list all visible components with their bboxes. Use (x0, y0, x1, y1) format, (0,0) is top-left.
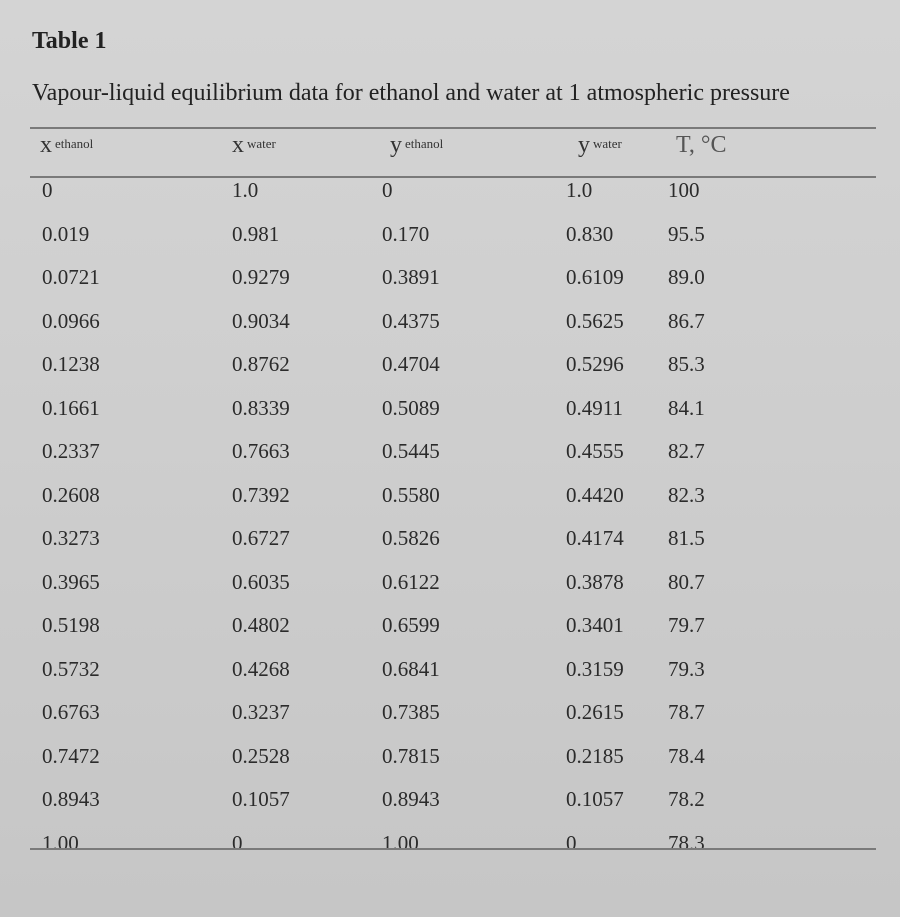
cell-temperature: 85.3 (668, 352, 705, 376)
cell-x-water: 0.3237 (232, 700, 290, 724)
cell-x-ethanol: 0.2608 (42, 482, 100, 507)
cell-x-ethanol: 0.5198 (42, 613, 100, 637)
table-row (0, 526, 900, 570)
cell-y-water: 0.2615 (566, 700, 624, 724)
cell-x-ethanol: 0.2337 (42, 439, 100, 463)
cell-x-water: 0.981 (232, 221, 280, 246)
cell-y-water: 0.3159 (566, 656, 624, 681)
table-row (0, 787, 900, 831)
cell-y-ethanol: 0 (382, 178, 393, 202)
cell-y-ethanol: 0.7385 (382, 700, 440, 724)
cell-x-ethanol: 0.0966 (42, 308, 100, 333)
cell-y-ethanol: 0.7815 (382, 743, 440, 768)
cell-temperature: 78.2 (668, 787, 705, 811)
cell-x-water: 0.1057 (232, 787, 290, 811)
cell-x-ethanol: 0.5732 (42, 656, 100, 681)
cell-x-water: 0 (232, 830, 243, 855)
cell-x-ethanol: 0.8943 (42, 787, 100, 811)
cell-x-water: 0.9034 (232, 308, 290, 333)
table-row (0, 570, 900, 614)
cell-x-water: 0.9279 (232, 265, 290, 289)
cell-temperature: 80.7 (668, 569, 705, 594)
cell-y-water: 0.4174 (566, 526, 624, 550)
cell-y-ethanol: 1.00 (382, 830, 419, 855)
cell-y-ethanol: 0.5826 (382, 526, 440, 550)
table-row (0, 265, 900, 309)
table-row (0, 309, 900, 353)
cell-x-ethanol: 1.00 (42, 830, 79, 855)
cell-temperature: 82.3 (668, 482, 705, 507)
table-row (0, 178, 900, 222)
table-row (0, 396, 900, 440)
header-temperature: T, °C (676, 132, 727, 158)
cell-x-water: 0.6727 (232, 526, 290, 550)
table-row (0, 613, 900, 657)
table-row (0, 483, 900, 527)
cell-temperature: 89.0 (668, 265, 705, 289)
cell-y-water: 0 (566, 830, 577, 855)
cell-x-ethanol: 0.3965 (42, 569, 100, 594)
table-bottom-rule (30, 848, 876, 850)
cell-y-ethanol: 0.3891 (382, 265, 440, 289)
header-x-water: x $_{water}$ (232, 132, 276, 158)
cell-x-ethanol: 0 (42, 178, 53, 202)
cell-temperature: 86.7 (668, 308, 705, 333)
cell-temperature: 78.4 (668, 743, 705, 768)
cell-temperature: 79.3 (668, 656, 705, 681)
cell-temperature: 78.3 (668, 830, 705, 855)
cell-y-water: 0.4420 (566, 482, 624, 507)
cell-x-water: 0.4802 (232, 613, 290, 637)
cell-temperature: 78.7 (668, 700, 705, 724)
cell-y-ethanol: 0.5580 (382, 482, 440, 507)
header-y-ethanol: y $_{ethanol}$ (390, 132, 444, 158)
cell-x-ethanol: 0.6763 (42, 700, 100, 724)
table-title: Table 1 (32, 28, 107, 54)
cell-x-ethanol: 0.019 (42, 221, 90, 246)
cell-y-water: 0.1057 (566, 787, 624, 811)
header-y-water: y $_{water}$ (578, 132, 622, 158)
cell-y-water: 0.830 (566, 221, 614, 246)
cell-x-ethanol: 0.7472 (42, 743, 100, 768)
cell-x-water: 0.7663 (232, 439, 290, 463)
cell-y-ethanol: 0.6122 (382, 569, 440, 594)
cell-x-water: 0.2528 (232, 743, 290, 768)
cell-y-ethanol: 0.4704 (382, 352, 440, 376)
table-row (0, 657, 900, 701)
cell-temperature: 95.5 (668, 221, 705, 246)
cell-x-ethanol: 0.0721 (42, 265, 100, 289)
cell-y-water: 0.3878 (566, 569, 624, 594)
table-row (0, 831, 900, 875)
cell-temperature: 81.5 (668, 526, 705, 550)
cell-x-water: 0.6035 (232, 569, 290, 594)
cell-temperature: 82.7 (668, 439, 705, 463)
table-caption: Vapour-liquid equilibrium data for ethanol and water at 1 atmospheric pressure (32, 80, 790, 106)
cell-x-water: 0.8339 (232, 395, 290, 420)
cell-y-water: 0.4911 (566, 395, 623, 420)
table-top-rule (30, 127, 876, 129)
cell-y-ethanol: 0.4375 (382, 308, 440, 333)
cell-y-ethanol: 0.6841 (382, 656, 440, 681)
table-row (0, 222, 900, 266)
cell-y-ethanol: 0.5445 (382, 439, 440, 463)
cell-y-ethanol: 0.170 (382, 221, 430, 246)
cell-y-water: 0.2185 (566, 743, 624, 768)
cell-x-water: 0.7392 (232, 482, 290, 507)
table-row (0, 700, 900, 744)
cell-x-water: 0.4268 (232, 656, 290, 681)
cell-temperature: 84.1 (668, 395, 705, 420)
cell-y-water: 0.6109 (566, 265, 624, 289)
table-row (0, 439, 900, 483)
table-row (0, 352, 900, 396)
cell-x-ethanol: 0.1238 (42, 352, 100, 376)
cell-temperature: 100 (668, 178, 700, 202)
header-x-ethanol: x $_{ethanol}$ (40, 132, 94, 158)
cell-temperature: 79.7 (668, 613, 705, 637)
cell-x-water: 1.0 (232, 178, 259, 202)
cell-x-water: 0.8762 (232, 352, 290, 376)
cell-y-ethanol: 0.6599 (382, 613, 440, 637)
cell-y-ethanol: 0.8943 (382, 787, 440, 811)
cell-x-ethanol: 0.3273 (42, 526, 100, 550)
cell-y-water: 0.5296 (566, 352, 624, 376)
cell-y-water: 0.4555 (566, 439, 624, 463)
cell-y-water: 1.0 (566, 178, 593, 202)
cell-y-water: 0.5625 (566, 308, 624, 333)
cell-x-ethanol: 0.1661 (42, 395, 100, 420)
table-row (0, 744, 900, 788)
cell-y-ethanol: 0.5089 (382, 395, 440, 420)
cell-y-water: 0.3401 (566, 613, 624, 637)
